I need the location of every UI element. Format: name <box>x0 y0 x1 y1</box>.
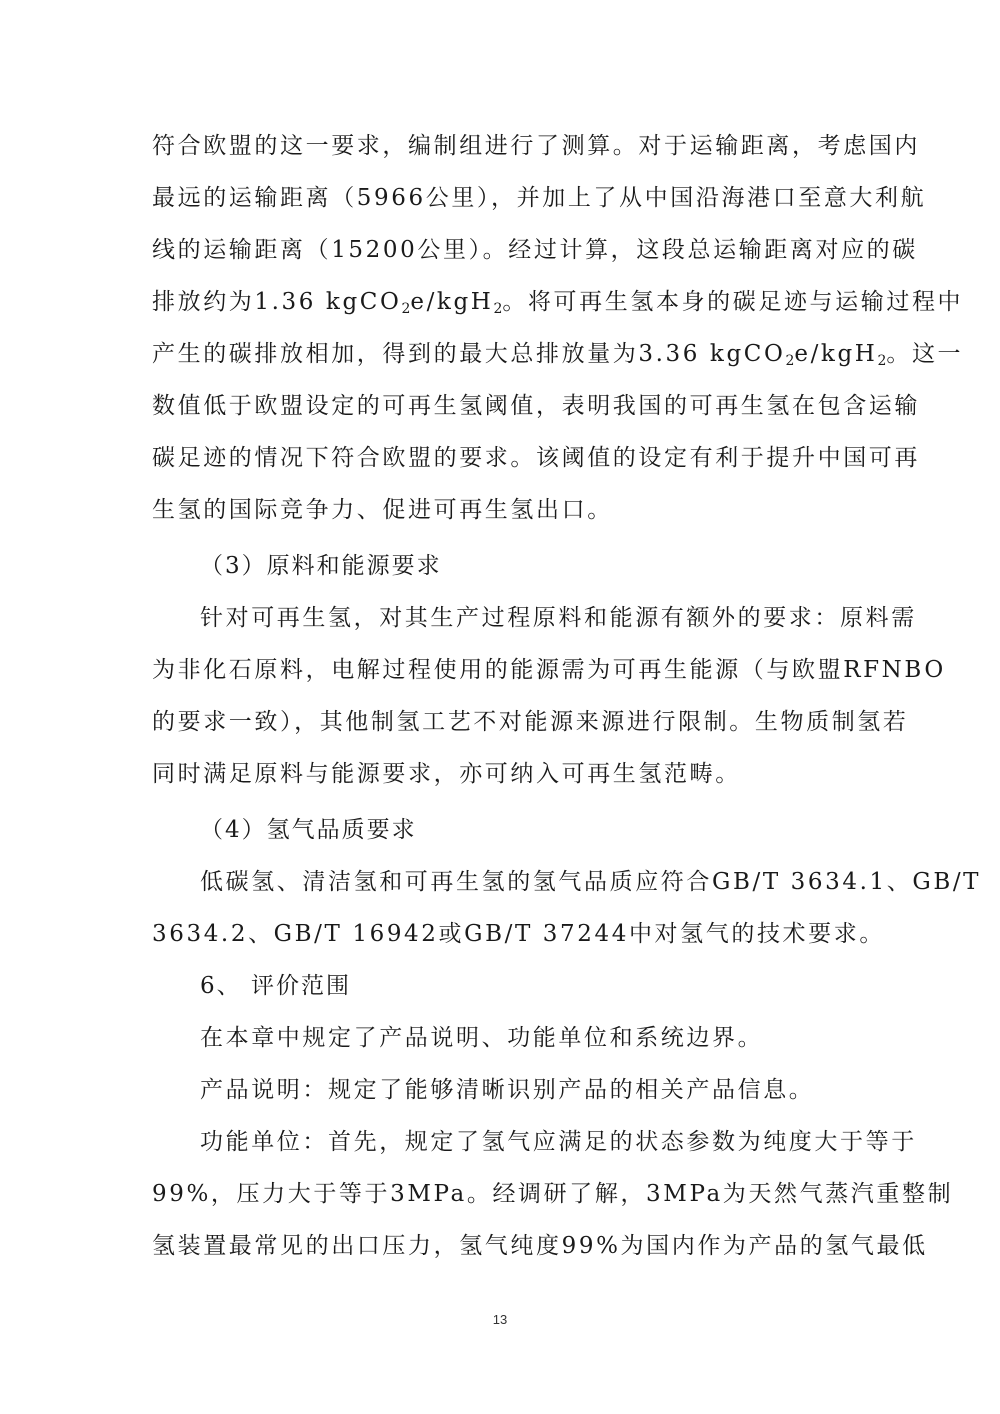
paragraph-line: 最远的运输距离（5966公里），并加上了从中国沿海港口至意大利航 <box>152 185 927 211</box>
section-heading: （3）原料和能源要求 <box>200 553 442 579</box>
paragraph-line: 99%，压力大于等于3MPa。经调研了解，3MPa为天然气蒸汽重整制 <box>152 1181 954 1207</box>
paragraph-line: 低碳氢、清洁氢和可再生氢的氢气品质应符合GB/T 3634.1、GB/T <box>200 869 982 895</box>
paragraph-line: 为非化石原料，电解过程使用的能源需为可再生能源（与欧盟RFNBO <box>152 657 946 683</box>
paragraph-line: 数值低于欧盟设定的可再生氢阈值，表明我国的可再生氢在包含运输 <box>152 393 920 419</box>
paragraph-line: 生氢的国际竞争力、促进可再生氢出口。 <box>152 497 613 523</box>
paragraph-line: 的要求一致），其他制氢工艺不对能源来源进行限制。生物质制氢若 <box>152 709 909 735</box>
section-heading: 6、 评价范围 <box>200 973 351 999</box>
paragraph-line: 3634.2、GB/T 16942或GB/T 37244中对氢气的技术要求。 <box>152 921 885 947</box>
page-number: 13 <box>492 1312 508 1327</box>
paragraph-line: 碳足迹的情况下符合欧盟的要求。该阈值的设定有利于提升中国可再 <box>152 445 920 471</box>
paragraph-line: 针对可再生氢，对其生产过程原料和能源有额外的要求：原料需 <box>200 605 917 631</box>
section-heading: （4）氢气品质要求 <box>200 817 417 843</box>
paragraph-line: 功能单位：首先，规定了氢气应满足的状态参数为纯度大于等于 <box>200 1129 917 1155</box>
paragraph-line: 线的运输距离（15200公里）。经过计算，这段总运输距离对应的碳 <box>152 237 918 263</box>
paragraph-line-formula: 排放约为1.36 kgCO$_2$e/kgH$_2$。将可再生氢本身的碳足迹与运输过程中 <box>152 289 964 317</box>
paragraph-line: 同时满足原料与能源要求，亦可纳入可再生氢范畴。 <box>152 761 741 787</box>
paragraph-line: 氢装置最常见的出口压力，氢气纯度99%为国内作为产品的氢气最低 <box>152 1233 928 1259</box>
paragraph-line: 符合欧盟的这一要求，编制组进行了测算。对于运输距离，考虑国内 <box>152 133 920 159</box>
paragraph-line: 产品说明：规定了能够清晰识别产品的相关产品信息。 <box>200 1077 815 1103</box>
paragraph-line: 在本章中规定了产品说明、功能单位和系统边界。 <box>200 1025 764 1051</box>
paragraph-line-formula: 产生的碳排放相加，得到的最大总排放量为3.36 kgCO$_2$e/kgH$_2$。这一 <box>152 341 964 369</box>
